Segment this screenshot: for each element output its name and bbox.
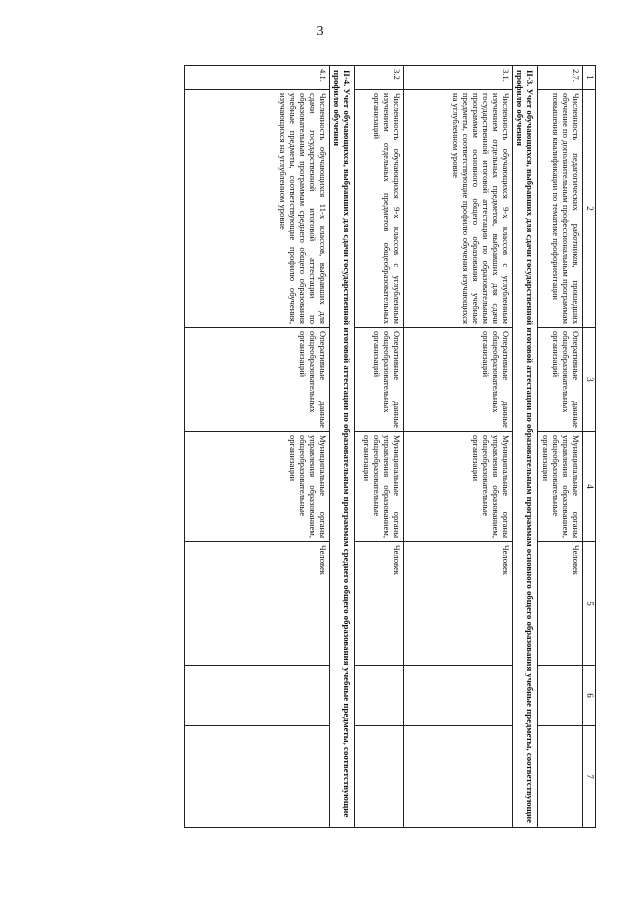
row-source: Оперативные данные общеобразовательных организаций <box>184 328 329 432</box>
row-responsible: Муниципальные органы управления образованием, общеобразовательные организации <box>538 432 583 542</box>
row-indicator: Численность педагогических работников, прошедших обучение по дополнительным профессиональным программам повышения квалификации по тематике профориентации <box>538 90 583 328</box>
indicators-table <box>184 65 596 828</box>
rotated-table-container <box>88 65 596 827</box>
header-cell: 7 <box>583 726 596 828</box>
row-col6 <box>184 666 329 726</box>
row-unit: Человек <box>184 542 329 666</box>
row-col7 <box>403 726 512 828</box>
row-indicator: Численность обучающихся 9-х классов с углубленным изучением отдельных предметов общеобразовательных организаций <box>354 90 403 328</box>
table-row <box>403 66 512 828</box>
section-title: II-3. Учет обучающихся, выбравших для сдачи государственной итоговой аттестации по образовательным программам основного общего образования учебные предметы, соответствующие профилю обучения <box>512 66 537 828</box>
row-number: 4.1. <box>184 66 329 90</box>
row-indicator: Численность обучающихся 9-х классов с углубленным изучением отдельных предметов, выбравших для сдачи государственной итоговой аттестации по образовательным программам основного общего образования учебные предметы, соответствующие профилю обучения изучающихся на углубленном уровне <box>403 90 512 328</box>
row-col7 <box>354 726 403 828</box>
row-number: 2.7. <box>538 66 583 90</box>
header-cell: 6 <box>583 666 596 726</box>
table-row <box>538 66 583 828</box>
row-unit: Человек <box>538 542 583 666</box>
row-col7 <box>538 726 583 828</box>
row-indicator: Численность обучающихся 11-х классов, выбравших для сдачи государственной итоговой аттестации по образовательным программам среднего общего образования учебные предметы, соответствующие профилю обучения, изучающихся на углубленном уровне <box>184 90 329 328</box>
row-unit: Человек <box>403 542 512 666</box>
row-source: Оперативные данные общеобразовательных организаций <box>403 328 512 432</box>
row-unit: Человек <box>354 542 403 666</box>
header-cell: 5 <box>583 542 596 666</box>
header-cell: 4 <box>583 432 596 542</box>
row-responsible: Муниципальные органы управления образованием, общеобразовательные организации <box>354 432 403 542</box>
header-cell: 1 <box>583 66 596 90</box>
row-number: 3.1. <box>403 66 512 90</box>
row-number: 3.2 <box>354 66 403 90</box>
header-cell: 3 <box>583 328 596 432</box>
row-col6 <box>354 666 403 726</box>
row-source: Оперативные данные общеобразовательных организаций <box>354 328 403 432</box>
page-number: 3 <box>316 24 324 39</box>
row-col7 <box>184 726 329 828</box>
row-col6 <box>403 666 512 726</box>
row-col6 <box>538 666 583 726</box>
row-source: Оперативные данные общеобразовательных организаций <box>538 328 583 432</box>
section-title: II-4. Учет обучающихся, выбравших для сдачи государственной итоговой аттестации по образовательным программам среднего общего образования учебные предметы, соответствующие профилю обучения <box>329 66 354 828</box>
row-responsible: Муниципальные органы управления образованием, общеобразовательные организации <box>184 432 329 542</box>
header-row <box>583 66 596 828</box>
header-cell: 2 <box>583 90 596 328</box>
table-row <box>354 66 403 828</box>
section-row <box>512 66 537 828</box>
section-row <box>329 66 354 828</box>
row-responsible: Муниципальные органы управления образованием, общеобразовательные организации <box>403 432 512 542</box>
table-row <box>184 66 329 828</box>
